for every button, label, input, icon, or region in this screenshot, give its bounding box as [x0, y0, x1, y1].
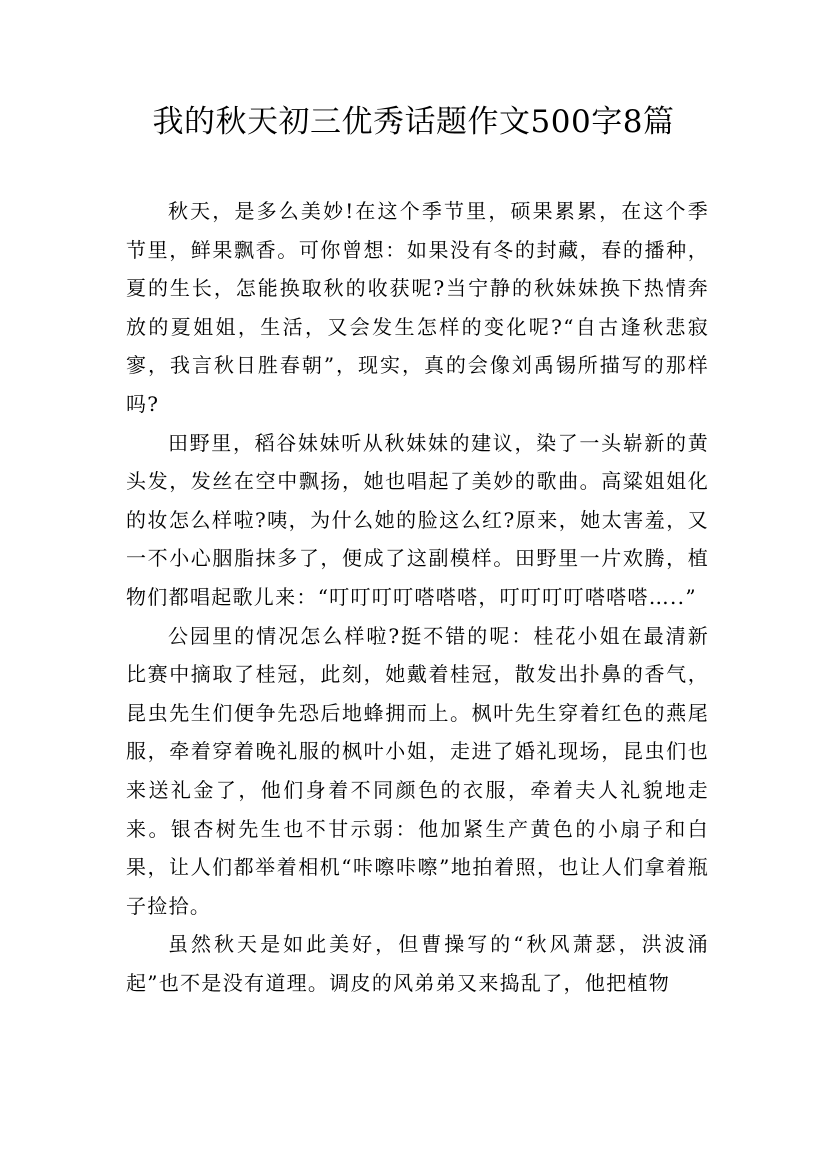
document-body — [126, 192, 709, 1002]
paragraph: 田野里，稻谷妹妹听从秋妹妹的建议，染了一头崭新的黄头发，发丝在空中飘扬，她也唱起了美妙的歌曲。高粱姐姐化的妆怎么样啦?咦，为什么她的脸这么红?原来，她太害羞，又一不小心胭脂抹多了，便成了这副模样。田野里一片欢腾，植物们都唱起歌儿来：“叮叮叮叮嗒嗒嗒，叮叮叮叮嗒嗒嗒…..” — [126, 430, 709, 609]
paragraph: 虽然秋天是如此美好，但曹操写的“秋风萧瑟，洪波涌起”也不是没有道理。调皮的风弟弟又来捣乱了，他把植物 — [126, 932, 709, 995]
paragraph: 秋天，是多么美妙!在这个季节里，硕果累累，在这个季节里，鲜果飘香。可你曾想：如果没有冬的封藏，春的播种，夏的生长，怎能换取秋的收获呢?当宁静的秋妹妹换下热情奔放的夏姐姐，生活，又会发生怎样的变化呢?“自古逢秋悲寂寥，我言秋日胜春朝”，现实，真的会像刘禹锡所描写的那样吗? — [126, 199, 709, 416]
paragraph: 公园里的情况怎么样啦?挺不错的呢：桂花小姐在最清新比赛中摘取了桂冠，此刻，她戴着桂冠，散发出扑鼻的香气，昆虫先生们便争先恐后地蜂拥而上。枫叶先生穿着红色的燕尾服，牵着穿着晚礼服的枫叶小姐，走进了婚礼现场，昆虫们也来送礼金了，他们身着不同颜色的衣服，牵着夫人礼貌地走来。银杏树先生也不甘示弱：他加紧生产黄色的小扇子和白果，让人们都举着相机“咔嚓咔嚓”地拍着照，也让人们拿着瓶子捡拾。 — [126, 623, 709, 918]
document-title: 我的秋天初三优秀话题作文500字8篇 — [152, 104, 675, 140]
